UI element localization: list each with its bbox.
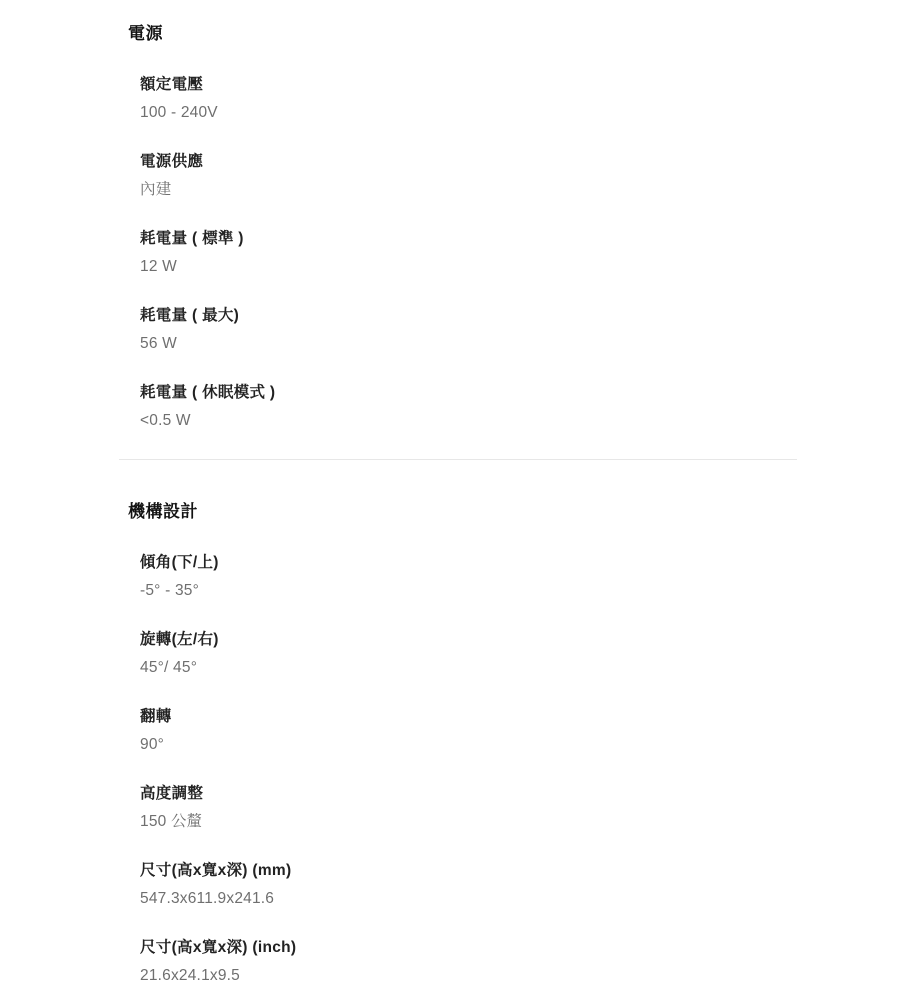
spec-label: 電源供應 xyxy=(140,153,204,170)
spec-value: 12 W xyxy=(140,258,177,275)
spec-item-dimensions-mm xyxy=(140,860,909,910)
spec-label: 額定電壓 xyxy=(140,76,204,93)
section-title-mechanical: 機構設計 xyxy=(128,502,198,521)
spec-value: 100 - 240V xyxy=(140,104,218,121)
spec-label: 耗電量 ( 最大) xyxy=(140,307,240,324)
spec-value: 21.6x24.1x9.5 xyxy=(140,967,240,984)
section-body-power xyxy=(0,74,909,432)
spec-label: 高度調整 xyxy=(140,785,204,802)
spec-value: 內建 xyxy=(140,181,172,198)
spec-label: 旋轉(左/右) xyxy=(140,631,219,648)
spec-value: -5° - 35° xyxy=(140,582,199,599)
spec-value: <0.5 W xyxy=(140,412,191,429)
spec-item-power-max xyxy=(140,305,909,355)
spec-value: 547.3x611.9x241.6 xyxy=(140,890,275,907)
spec-item-dimensions-inch xyxy=(140,937,909,987)
spec-label: 尺寸(高x寬x深) (inch) xyxy=(140,939,297,956)
spec-label: 傾角(下/上) xyxy=(140,554,219,571)
spec-label: 尺寸(高x寬x深) (mm) xyxy=(140,862,292,879)
section-body-mechanical xyxy=(0,552,909,987)
spec-label: 耗電量 ( 休眠模式 ) xyxy=(140,384,276,401)
section-mechanical xyxy=(0,500,909,987)
spec-label: 耗電量 ( 標準 ) xyxy=(140,230,244,247)
spec-item-tilt xyxy=(140,552,909,602)
section-title-power: 電源 xyxy=(128,24,163,43)
spec-value: 45°/ 45° xyxy=(140,659,198,676)
spec-value: 56 W xyxy=(140,335,177,352)
section-power xyxy=(0,22,909,432)
spec-item-height-adjust xyxy=(140,783,909,833)
section-divider xyxy=(119,459,797,460)
spec-item-power-typical xyxy=(140,228,909,278)
spec-value: 90° xyxy=(140,736,165,753)
spec-item-rated-voltage xyxy=(140,74,909,124)
spec-item-pivot xyxy=(140,706,909,756)
spec-value: 150 公釐 xyxy=(140,813,203,830)
spec-label: 翻轉 xyxy=(140,708,172,725)
spec-item-swivel xyxy=(140,629,909,679)
spec-item-power-sleep xyxy=(140,382,909,432)
spec-item-power-supply xyxy=(140,151,909,201)
